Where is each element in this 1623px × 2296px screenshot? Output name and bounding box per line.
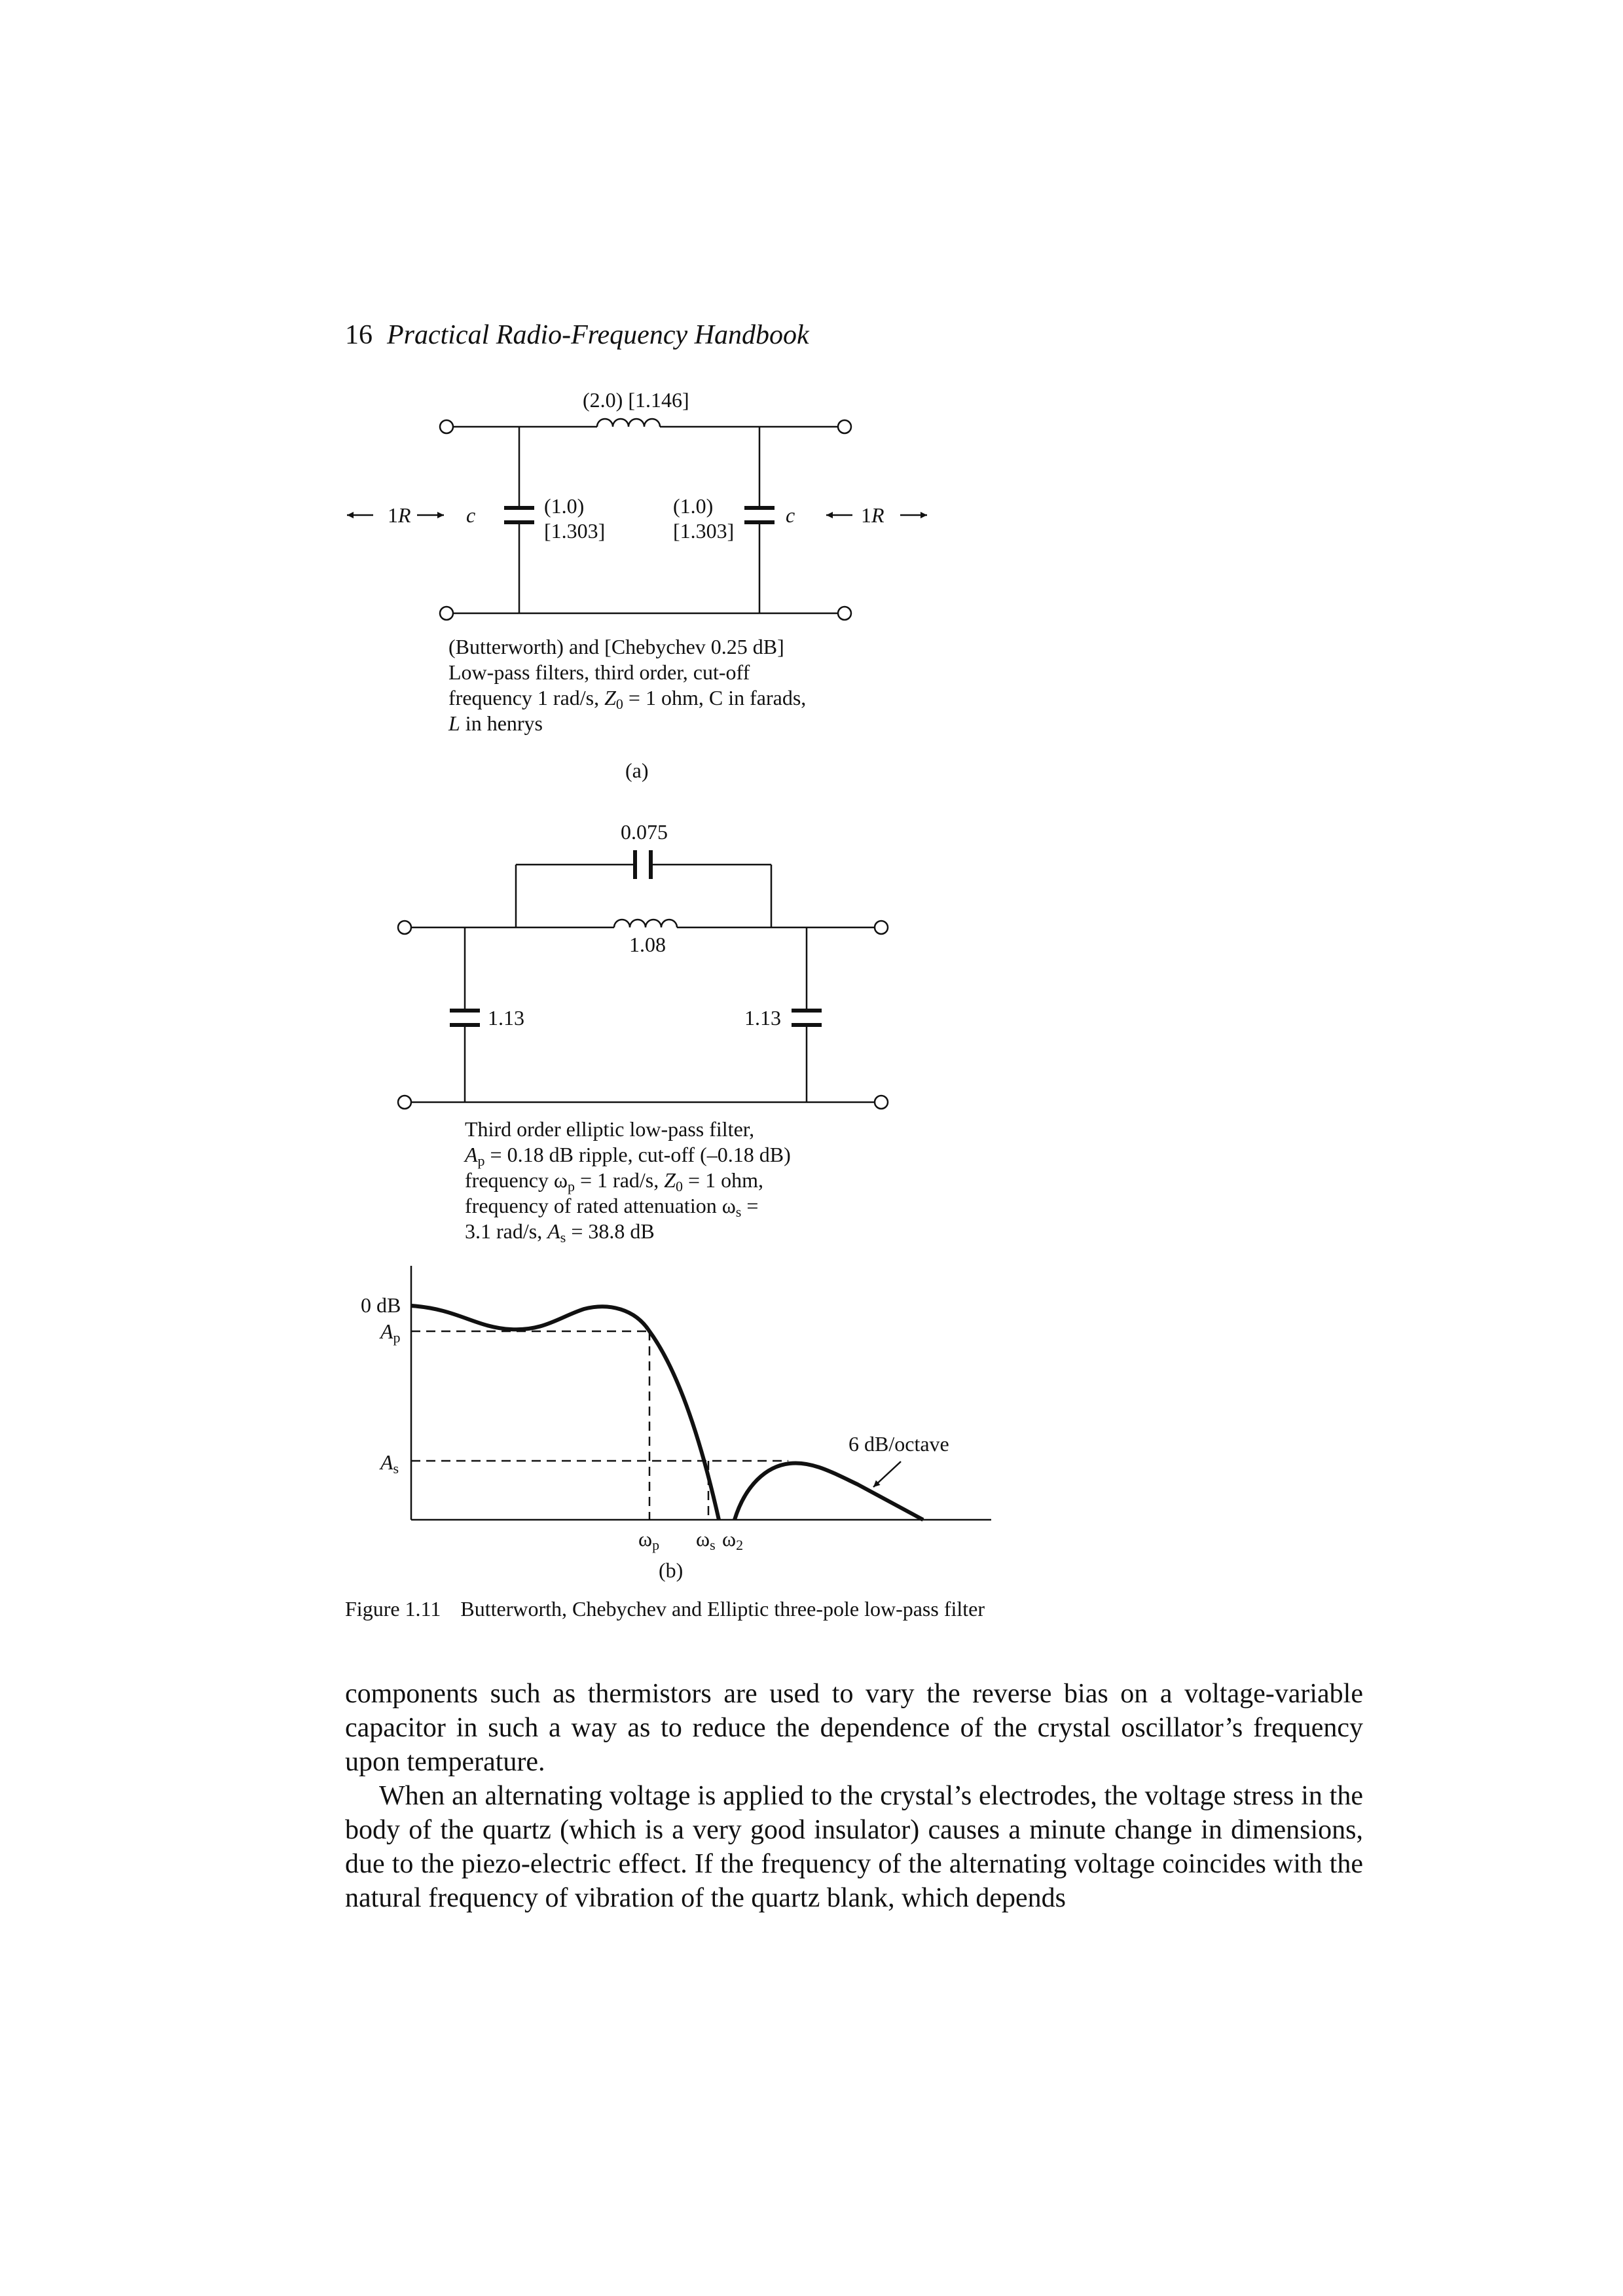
label-a: (a) — [625, 759, 649, 782]
paragraph-1: components such as thermistors are used to vary the reverse bias on a voltage-variable capacitor in such a way as to reduce the dependence of the crystal oscillator’s frequency upon temperature. — [345, 1679, 1363, 1777]
terminal-bl — [440, 607, 453, 620]
svg-text:frequency of rated attenuation: frequency of rated attenuation ωs = — [465, 1194, 759, 1220]
svg-text:Low-pass filters, third order,: Low-pass filters, third order, cut-off — [448, 660, 750, 684]
cap-left-value-2: [1.303] — [544, 519, 606, 543]
figure-caption-text: Butterworth, Chebychev and Elliptic three-pole low-pass filter — [460, 1597, 985, 1621]
stopband-lobe — [735, 1463, 923, 1520]
svg-text:3.1 rad/s, As = 38.8 dB: 3.1 rad/s, As = 38.8 dB — [465, 1219, 655, 1246]
graph-slope-label: 6 dB/octave — [848, 1432, 949, 1456]
slope-arrow — [873, 1462, 901, 1487]
cap-right-value-2: [1.303] — [673, 519, 735, 543]
graph-as-label: As — [380, 1450, 399, 1477]
cap-left-value-1: (1.0) — [544, 494, 585, 518]
port-left-label: 1R — [388, 503, 411, 527]
body-text — [345, 1677, 1363, 1915]
graph-0db-label: 0 dB — [361, 1293, 401, 1317]
passband-curve — [411, 1306, 719, 1520]
svg-text:Third order elliptic low-pass: Third order elliptic low-pass filter, — [465, 1117, 755, 1141]
svg-text:Ap = 0.18 dB ripple, cut-off (: Ap = 0.18 dB ripple, cut-off (–0.18 dB) — [465, 1143, 791, 1169]
c-left-label: c — [466, 503, 476, 527]
axis-w2-label: ω2 — [722, 1527, 744, 1553]
book-title: Practical Radio-Frequency Handbook — [387, 320, 809, 350]
port-right-label: 1R — [861, 503, 884, 527]
terminal-b-tr — [875, 921, 888, 934]
terminal-tr — [838, 420, 851, 433]
inductor-b-value: 1.08 — [629, 933, 666, 956]
axis-wp-label: ωp — [638, 1527, 660, 1553]
inductor-a-label: (2.0) [1.146] — [583, 388, 689, 412]
cap-b-right-value: 1.13 — [744, 1006, 781, 1030]
terminal-br — [838, 607, 851, 620]
caption-b — [464, 1117, 791, 1246]
response-graph — [361, 1266, 991, 1553]
inductor-b — [614, 920, 677, 927]
terminal-b-bl — [398, 1096, 411, 1109]
figure-number: Figure 1.11 — [345, 1597, 441, 1621]
paragraph-2: When an alternating voltage is applied to the crystal’s electrodes, the voltage stress in the body of the quartz (which is a very good insulator) causes a minute change in dimensions, due to the piezo-electric effect. If the frequency of the alternating voltage coincides with the natural frequency of vibration of the quartz blank, which depends — [345, 1781, 1363, 1913]
label-b: (b) — [659, 1558, 684, 1582]
terminal-tl — [440, 420, 453, 433]
page-number: 16 — [345, 320, 373, 350]
circuit-a — [347, 419, 927, 620]
svg-text:frequency 1 rad/s, Z0 = 1 ohm,: frequency 1 rad/s, Z0 = 1 ohm, C in farads, — [448, 686, 807, 712]
figure-caption — [345, 1597, 985, 1621]
circuit-b — [398, 850, 888, 1109]
c-right-label: c — [786, 503, 795, 527]
inductor-a — [597, 419, 660, 427]
cap-b-left-value: 1.13 — [488, 1006, 524, 1030]
caption-a — [448, 635, 806, 735]
terminal-b-br — [875, 1096, 888, 1109]
cap-top-value: 0.075 — [621, 820, 668, 844]
terminal-b-tl — [398, 921, 411, 934]
axis-ws-label: ωs — [696, 1527, 716, 1553]
svg-text:frequency ωp = 1 rad/s, Z0 = 1: frequency ωp = 1 rad/s, Z0 = 1 ohm, — [465, 1168, 763, 1194]
cap-right-value-1: (1.0) — [673, 494, 714, 518]
svg-text:(Butterworth) and [Chebychev 0: (Butterworth) and [Chebychev 0.25 dB] — [448, 635, 784, 658]
graph-ap-label: Ap — [380, 1319, 401, 1346]
svg-text:L in henrys: L in henrys — [448, 711, 543, 735]
